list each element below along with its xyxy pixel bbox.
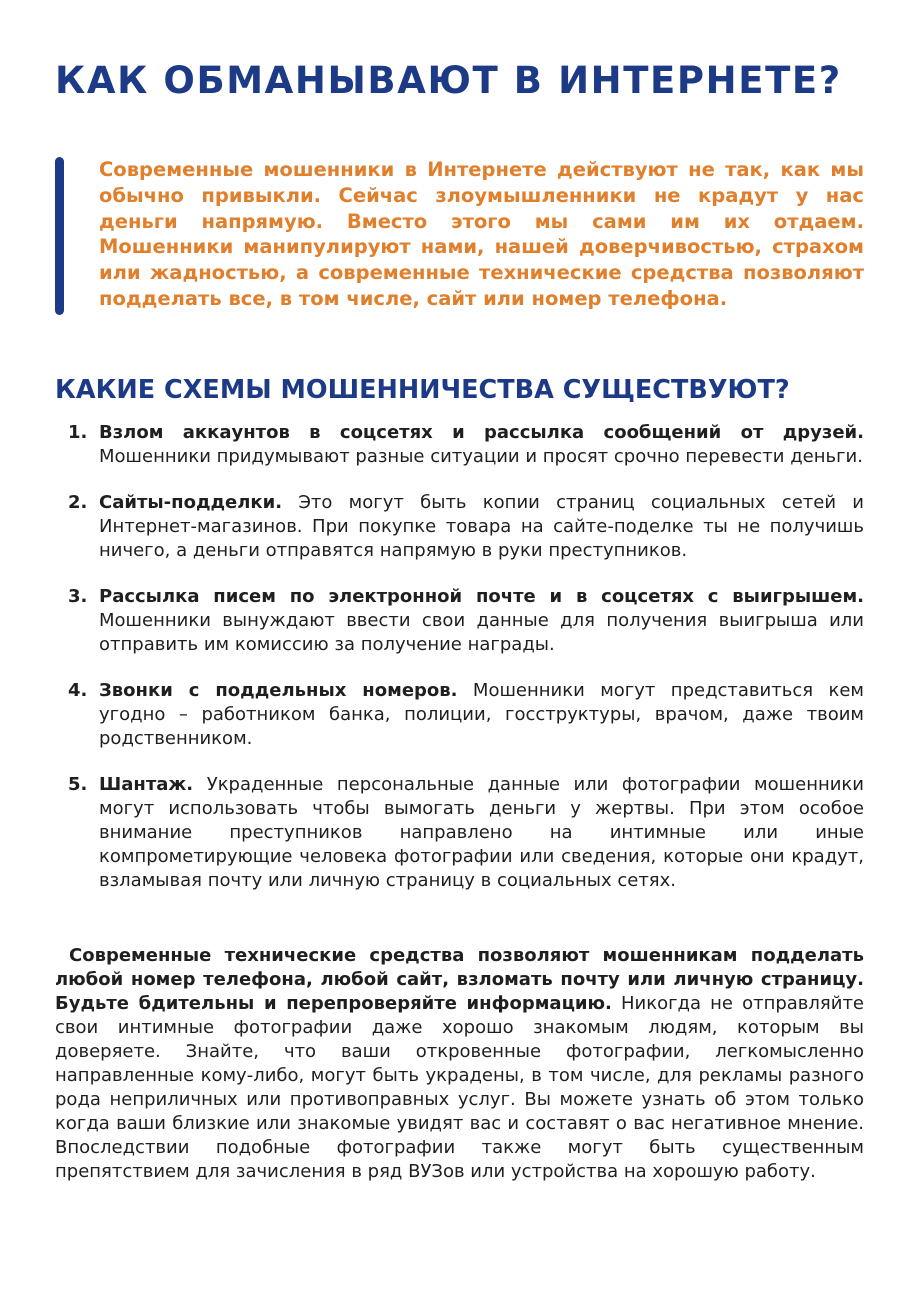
scheme-title: Шантаж. xyxy=(99,774,194,795)
scheme-title: Рассылка писем по электронной почте и в соцсетях с выигрышем. xyxy=(99,586,864,607)
warning-body-text: Никогда не отправляйте свои интимные фотографии даже хорошо знакомым людям, которым вы доверяете. Знайте, что ваши откровенные фотографии, легкомысленно направленные кому-либо, могут быть украдены, в том числе, для рекламы разного рода неприличных или противоправных услуг. Вы можете узнать об этом только когда ваши близкие или знакомые увидят вас и составят о вас негативное мнение. Впоследствии подобные фотографии также могут быть существенным препятствием для зачисления в ряд ВУЗов или устройства на хорошую работу. xyxy=(55,993,864,1182)
scheme-number: 5. xyxy=(68,774,88,795)
scheme-text: Мошенники вынуждают ввести свои данные для получения выигрыша или отправить им комиссию за получение награды. xyxy=(99,610,864,655)
scheme-text: Это могут быть копии страниц социальных сетей и Интернет-магазинов. При покупке товара на сайте-поделке ты не получишь ничего, а деньги отправятся напрямую в руки преступников. xyxy=(99,492,864,561)
scheme-number: 4. xyxy=(68,680,88,701)
scheme-text: Мошенники могут представиться кем угодно – работником банка, полиции, госструктуры, врачом, даже твоим родственником. xyxy=(99,680,864,749)
scheme-item-5 xyxy=(0,773,864,893)
scheme-title: Взлом аккаунтов в соцсетях и рассылка сообщений от друзей. xyxy=(99,422,864,443)
scheme-number: 3. xyxy=(68,586,88,607)
scheme-title: Звонки с поддельных номеров. xyxy=(99,680,458,701)
page-title: КАК ОБМАНЫВАЮТ В ИНТЕРНЕТЕ? xyxy=(55,59,842,102)
scheme-title: Сайты-подделки. xyxy=(99,492,283,513)
scheme-number: 1. xyxy=(68,422,88,443)
intro-paragraph: Современные мошенники в Интернете действуют не так, как мы обычно привыкли. Сейчас злоумышленники не крадут у нас деньги напрямую. Вместо этого мы сами им их отдаем. Мошенники манипулируют нами, нашей доверчивостью, страхом или жадностью, а современные технические средства позволяют подделать все, в том числе, сайт или номер телефона. xyxy=(99,158,864,310)
intro-accent-bar xyxy=(55,157,64,315)
scheme-list xyxy=(0,421,920,893)
scheme-item-1 xyxy=(0,421,864,469)
scheme-item-4 xyxy=(0,679,864,751)
warning-paragraph xyxy=(55,944,864,1184)
scheme-number: 2. xyxy=(68,492,88,513)
scheme-item-3 xyxy=(0,585,864,657)
scheme-text: Мошенники придумывают разные ситуации и просят срочно перевести деньги. xyxy=(99,446,863,467)
section-title: КАКИЕ СХЕМЫ МОШЕННИЧЕСТВА СУЩЕСТВУЮТ? xyxy=(55,375,790,405)
scheme-item-2 xyxy=(0,491,864,563)
warning-bold-text: Современные технические средства позволяют мошенникам подделать любой номер телефона, любой сайт, взломать почту или личную страницу. Будьте бдительны и перепроверяйте информацию. xyxy=(55,945,864,1014)
scheme-text: Украденные персональные данные или фотографии мошенники могут использовать чтобы вымогать деньги у жертвы. При этом особое внимание преступников направлено на интимные или иные компрометирующие человека фотографии или сведения, которые они крадут, взламывая почту или личную страницу в социальных сетях. xyxy=(99,774,864,891)
